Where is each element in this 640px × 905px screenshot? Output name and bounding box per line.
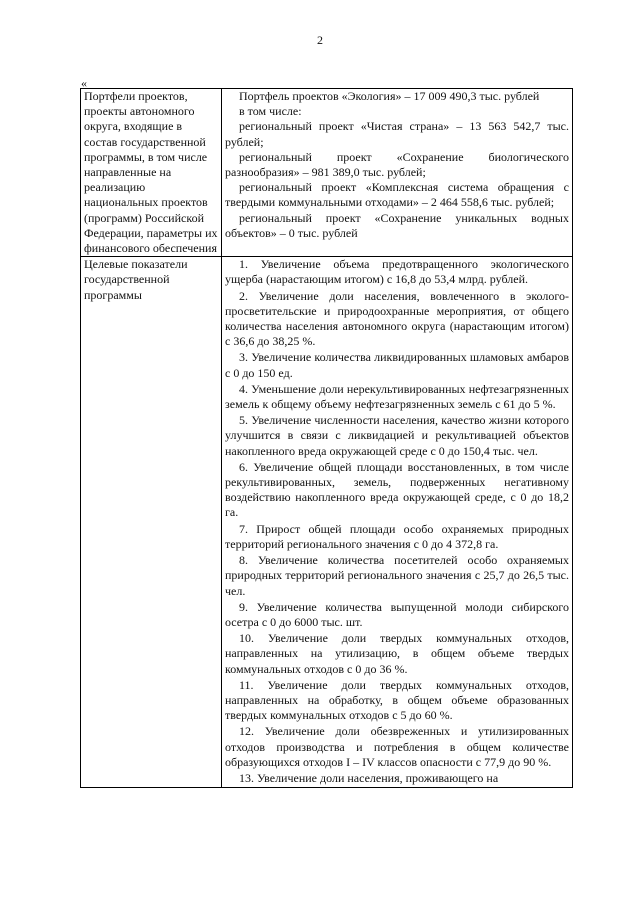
- indicator-item: 4. Уменьшение доли нерекультивированных нефтезагрязненных земель к общему объему нефтезагрязненных земель с 61 до 5 %.: [225, 381, 569, 412]
- portfolio-paragraph: региональный проект «Чистая страна» – 13 563 542,7 тыс. рублей;: [225, 119, 569, 149]
- program-passport-table: [80, 88, 573, 788]
- indicator-item: 9. Увеличение количества выпущенной молоди сибирского осетра с 0 до 6000 тыс. шт.: [225, 599, 569, 629]
- table-row-indicators: [81, 257, 573, 788]
- indicator-item: 10. Увеличение доли твердых коммунальных отходов, направленных на утилизацию, в общем объеме твердых коммунальных отходов с 0 до 36 %.: [225, 631, 569, 676]
- indicator-item: 8. Увеличение количества посетителей особо охраняемых природных территорий регионального значения с 25,7 до 26,5 тыс. чел.: [225, 553, 569, 598]
- indicator-item: 7. Прирост общей площади особо охраняемых природных территорий регионального значения с 0 до 4 372,8 га.: [225, 521, 569, 551]
- indicator-item: 3. Увеличение количества ликвидированных шламовых амбаров с 0 до 150 ед.: [225, 350, 569, 380]
- portfolio-paragraph: региональный проект «Сохранение уникальных водных объектов» – 0 тыс. рублей: [225, 210, 569, 240]
- table-row-portfolios: [81, 89, 573, 257]
- indicator-item: 11. Увеличение доли твердых коммунальных отходов, направленных на обработку, в общем объеме образованных твердых коммунальных отходов с 5 до 60 %.: [225, 677, 569, 723]
- portfolio-paragraph: региональный проект «Комплексная система обращения с твердыми коммунальными отходами» – 2 464 558,6 тыс. рублей;: [225, 180, 569, 210]
- row-content-indicators: [222, 257, 573, 788]
- row-label-indicators: Целевые показатели государственной программы: [81, 257, 222, 788]
- indicator-item: 6. Увеличение общей площади восстановленных, в том числе рекультивированных, земель, подверженных негативному воздействию накопленного вреда окружающей среде, с 0 до 18,2 га.: [225, 459, 569, 520]
- portfolio-paragraph: Портфель проектов «Экология» – 17 009 490,3 тыс. рублей: [239, 89, 540, 103]
- page-number: 2: [317, 33, 323, 47]
- opening-quote: «: [81, 76, 87, 90]
- indicator-item: 13. Увеличение доли населения, проживающего на: [239, 770, 499, 785]
- indicator-item: 1. Увеличение объема предотвращенного экологического ущерба (нарастающим итогом) с 16,8 до 53,4 млрд. рублей.: [225, 257, 569, 287]
- row-label-portfolios: Портфели проектов, проекты автономного округа, входящие в состав государственной программы, в том числе направленные на реализацию национальных проектов (программ) Российской Федерации, параметры их финансового обеспечения: [81, 89, 222, 257]
- row-content-portfolios: [222, 89, 573, 257]
- indicator-item: 5. Увеличение численности населения, качество жизни которого улучшится в связи с ликвидацией и рекультивацией объектов накопленного вреда окружающей среде с 0 до 150,4 тыс. чел.: [225, 413, 569, 458]
- indicator-item: 12. Увеличение доли обезвреженных и утилизированных отходов производства и потребления в общем количестве образующихся отходов I – IV классов опасности с 77,9 до 90 %.: [225, 724, 569, 769]
- portfolio-paragraph: в том числе:: [239, 104, 302, 119]
- indicator-item: 2. Увеличение доли населения, вовлеченного в эколого-просветительские и природоохранные мероприятия, от общего количества населения автономного округа (нарастающим итогом) с 36,6 до 38,25 %.: [225, 288, 569, 349]
- portfolio-paragraph: региональный проект «Сохранение биологического разнообразия» – 981 389,0 тыс. рублей;: [225, 149, 569, 180]
